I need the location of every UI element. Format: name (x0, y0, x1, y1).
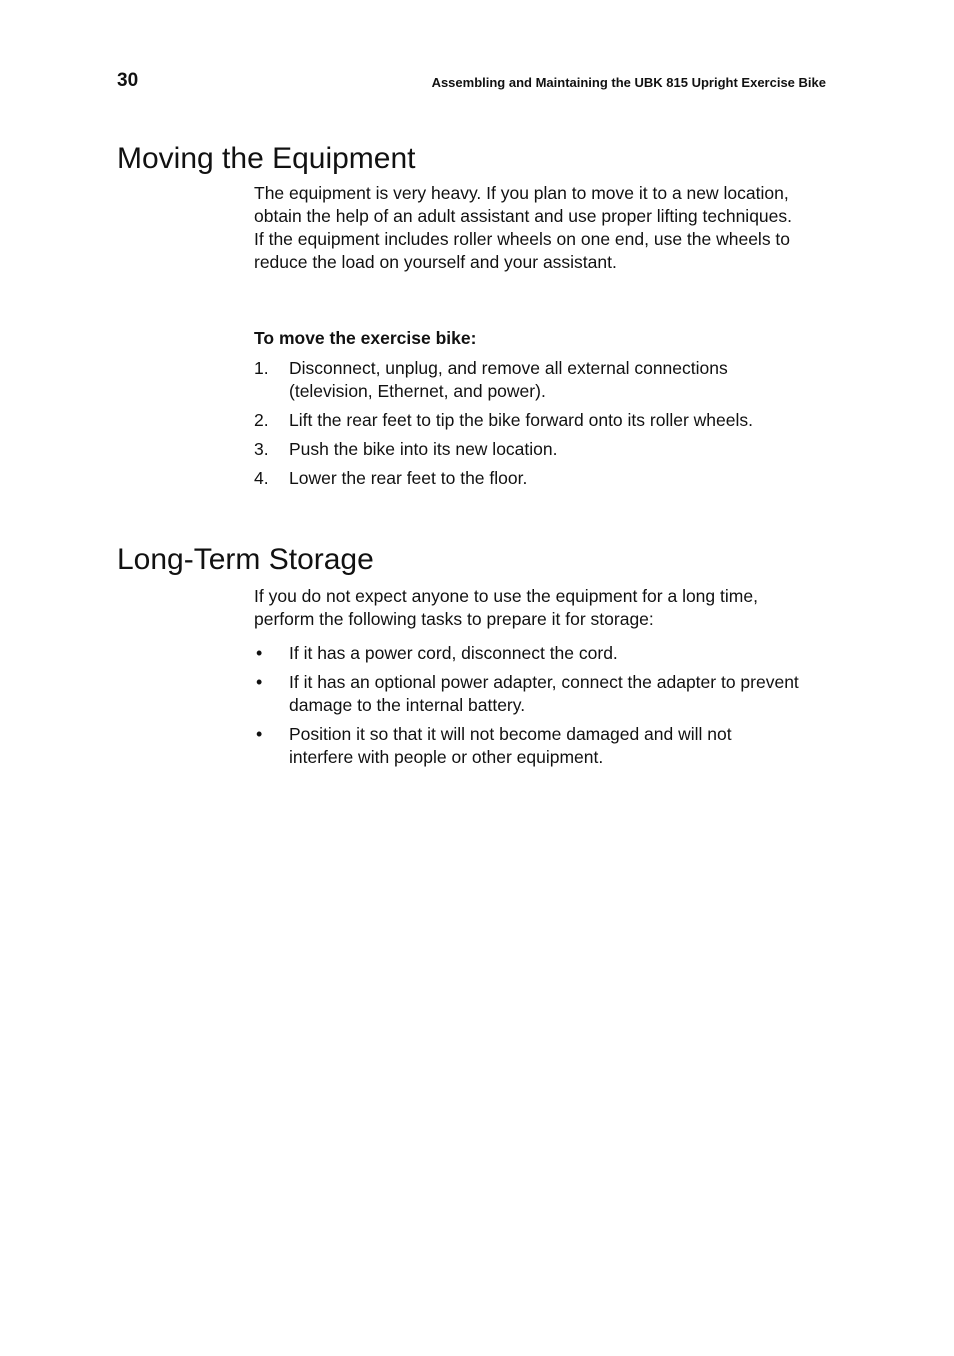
list-item (254, 467, 799, 490)
step-text: Lower the rear feet to the floor. (289, 468, 528, 488)
moving-intro-paragraph: The equipment is very heavy. If you plan to move it to a new location, obtain the help of an adult assistant and use proper lifting techniques. If the equipment includes roller wheels on one end, use the wheels to reduce the load on yourself and your assistant. (254, 183, 793, 272)
step-number: 4. (254, 468, 269, 488)
page-number: 30 (117, 70, 139, 91)
list-item (254, 723, 799, 769)
step-number: 3. (254, 439, 269, 459)
section-title-storage: Long-Term Storage (117, 543, 374, 576)
list-item (254, 671, 799, 717)
bullet-icon: • (256, 672, 263, 692)
list-item (254, 409, 799, 432)
bullet-text: Position it so that it will not become damaged and will not interfere with people or other equipment. (289, 724, 732, 767)
step-text: Lift the rear feet to tip the bike forward onto its roller wheels. (289, 410, 753, 430)
section-title-moving: Moving the Equipment (117, 142, 416, 175)
step-text: Disconnect, unplug, and remove all external connections (television, Ethernet, and power). (289, 358, 728, 401)
bullet-text: If it has an optional power adapter, connect the adapter to prevent damage to the internal battery. (289, 672, 799, 715)
step-text: Push the bike into its new location. (289, 439, 558, 459)
bullet-icon: • (256, 724, 263, 744)
storage-tasks-list (254, 642, 799, 775)
running-header: Assembling and Maintaining the UBK 815 Upright Exercise Bike (431, 75, 826, 90)
list-item (254, 438, 799, 461)
list-item (254, 642, 799, 665)
step-number: 2. (254, 410, 269, 430)
storage-intro-paragraph: If you do not expect anyone to use the equipment for a long time, perform the following tasks to prepare it for storage: (254, 586, 758, 629)
moving-steps-list (254, 357, 799, 496)
procedure-heading: To move the exercise bike: (254, 328, 477, 348)
list-item (254, 357, 799, 403)
step-number: 1. (254, 358, 269, 378)
bullet-text: If it has a power cord, disconnect the cord. (289, 643, 618, 663)
bullet-icon: • (256, 643, 263, 663)
